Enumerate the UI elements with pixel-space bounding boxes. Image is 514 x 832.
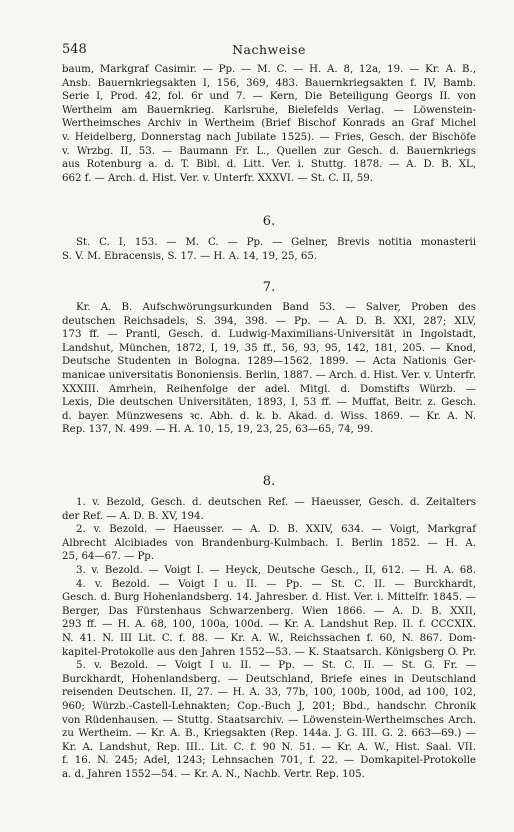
text-line: N. 41. N. III Lit. C. f. 88. — Kr. A. W., Reichssachen f. 60, N. 867. Dom- [62, 632, 476, 644]
text-line: deutschen Reichsadels, S. 394, 398. — Pp. — A. D. B. XXI, 287; XLV, [62, 315, 476, 327]
text-line: Kr. A. B. Aufschwörungsurkunden Band 53. — Salver, Proben des [76, 302, 476, 313]
text-line: Berger, Das Fürstenhaus Schwarzenberg. Wien 1866. — A. D. B. XXII, [62, 605, 476, 617]
text-line: 173 ff. — Prantl, Gesch. d. Ludwig-Maximilians-Universität in Ingolstadt, [62, 329, 476, 341]
list-item-2: 2. v. Bezold. — Haeusser. — A. D. B. XXIV, 634. — Voigt, Markgraf [76, 524, 476, 536]
text-line: v. Heidelberg, Donnerstag nach Jubilate 1525). — Fries, Gesch. der Bischöfe [62, 131, 476, 143]
text-line: Kr. A. Landshut, Rep. III.. Lit. C. f. 90 N. 51. — Kr. A. W., Hist. Saal. VII. [62, 741, 476, 753]
text-line: f. 16. N. 245; Adel, 1243; Lehnsachen 701, f. 22. — Domkapitel-Protokolle [62, 755, 476, 767]
text-line: 662 f. — Arch. d. Hist. Ver. v. Unterfr. XXXVI. — St. C. II, 59. [62, 172, 373, 184]
list-item-3: 3. v. Bezold. — Voigt I. — Heyck, Deutsche Gesch., II, 612. — H. A. 68. [76, 564, 476, 576]
section-8 [62, 496, 476, 781]
text-line: der Ref. — A. D. B. XV, 194. [62, 510, 204, 522]
running-head: Nachweise [232, 42, 306, 57]
text-line: Wertheim am Bauernkrieg. Karlsruhe, Bielefelds Verlag. — Löwenstein- [62, 104, 476, 116]
page-number: 548 [62, 42, 87, 57]
section-number-7: 7. [262, 280, 276, 295]
section-continuation [62, 63, 476, 185]
text-line: manicae universitatis Bononiensis. Berlin, 1887. — Arch. d. Hist. Ver. v. Unterfr. [62, 369, 476, 381]
section-6 [62, 236, 476, 263]
text-line: Serie I, Prod. 42, fol. 6r und 7. — Kern, Die Beteiligung Georgs II. von [62, 91, 476, 103]
text-line: zu Wertheim. — Kr. A. B., Kriegsakten (Rep. 144a. J. G. III. G. 2. 663—69.) — [62, 728, 476, 740]
text-line: 293 ff. — H. A. 68, 100, 100a, 100d. — Kr. A. Landshut Rep. II. f. CCCXIX. [62, 619, 476, 631]
text-line: reisenden Deutschen. II, 27. — H. A. 33, 77b, 100, 100b, 100d, ad 100, 102, [62, 687, 476, 699]
text-line: Albrecht Alcibiades von Brandenburg-Kulmbach. I. Berlin 1852. — H. A. [62, 537, 476, 549]
text-line: Deutsche Studenten in Bologna. 1289—1562. 1899. — Acta Nationis Ger- [62, 356, 476, 368]
text-line: XXXIII. Amrhein, Reihenfolge der adel. Mitgl. d. Domstifts Würzb. — [62, 383, 476, 395]
list-item-1: 1. v. Bezold, Gesch. d. deutschen Ref. — Haeusser, Gesch. d. Zeitalters [76, 497, 476, 508]
section-7 [62, 301, 476, 437]
text-line: kapitel-Protokolle aus den Jahren 1552—53. — K. Staatsarch. Königsberg O. Pr. [62, 646, 476, 658]
text-line: Rep. 137, N. 499. — H. A. 10, 15, 19, 23, 25, 63—65, 74, 99. [62, 424, 374, 436]
text-line: d. bayer. Münzwesens ꝛc. Abh. d. k. b. Akad. d. Wiss. 1869. — Kr. A. N. [62, 410, 476, 422]
text-line: aus Rotenburg a. d. T. Bibl. d. Litt. Ver. i. Stuttg. 1878. — A. D. B. XL, [62, 159, 476, 171]
text-line: S. V. M. Ebracensis, S. 17. — H. A. 14, 19, 25, 65. [62, 250, 318, 262]
text-line: a. d. Jahren 1552—54. — Kr. A. N., Nachb. Vertr. Rep. 105. [62, 768, 365, 780]
text-line: Landshut, München, 1872, I, 19, 35 ff., 56, 93, 95, 142, 181, 205. — Knod, [62, 342, 476, 354]
page-header [62, 42, 476, 60]
text-line: Ansb. Bauernkriegsakten I, 156, 369, 483. Bauernkriegsakten f. IV, Bamb. [62, 77, 476, 89]
text-line: 960; Würzb.-Castell-Lehnakten; Cop.-Buch J, 201; Bbd., handschr. Chronik [62, 700, 476, 712]
text-line: Wertheimsches Archiv in Wertheim (Brief Bischof Konrads an Graf Michel [62, 118, 476, 130]
text-line: St. C. I, 153. — M. C. — Pp. — Gelner, Brevis notitia monasterii [76, 237, 476, 248]
text-line: Gesch. d. Burg Hohenlandsberg. 14. Jahresber. d. Hist. Ver. i. Mittelfr. 1845. — [62, 592, 476, 604]
text-line: v. Wrzbg. II, 53. — Baumann Fr. L., Quellen zur Gesch. d. Bauernkriegs [62, 145, 476, 157]
list-item-5: 5. v. Bezold. — Voigt I u. II. — Pp. — St. C. II. — St. G. Fr. — [76, 660, 476, 672]
list-item-4: 4. v. Bezold. — Voigt I u. II. — Pp. — St. C. II. — Burckhardt, [76, 578, 476, 590]
section-number-6: 6. [262, 214, 276, 229]
text-line: von Rüdenhausen. — Stuttg. Staatsarchiv. — Löwenstein-Wertheimsches Arch. [62, 714, 476, 726]
section-number-8: 8. [262, 474, 276, 489]
text-line: 25, 64—67. — Pp. [62, 551, 155, 563]
text-line: baum, Markgraf Casimir. — Pp. — M. C. — H. A. 8, 12a, 19. — Kr. A. B., [62, 64, 476, 75]
text-line: Burckhardt, Hohenlandsberg. — Deutschland, Briefe eines in Deutschland [62, 673, 476, 685]
text-line: Lexis, Die deutschen Universitäten, 1893, I, 53 ff. — Muffat, Beitr. z. Gesch. [62, 397, 476, 409]
